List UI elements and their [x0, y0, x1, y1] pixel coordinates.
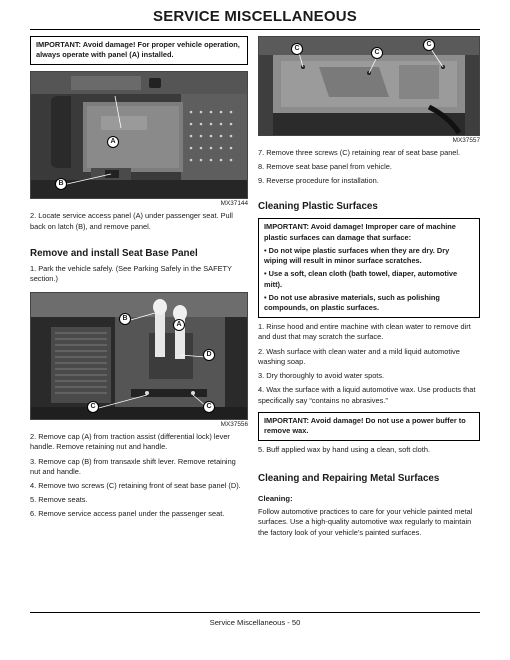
warning-text: IMPORTANT: Avoid damage! Do not use a power buffer to remove wax. — [264, 415, 466, 435]
callout-a: A — [107, 136, 119, 148]
subheading-cleaning: Cleaning: — [258, 494, 293, 504]
figure-code: MX37144 — [220, 200, 248, 208]
step-remove-cap-a: 2. Remove cap (A) from traction assist (differential lock) lever handle. Remove retaining nut and handle. — [30, 432, 230, 452]
callout-b: B — [119, 313, 131, 325]
warning-item-dry-wipe: • Do not wipe plastic surfaces when they are dry. Dry wiping will result in minor surface scratches. — [264, 245, 450, 266]
callout-c: C — [203, 401, 215, 413]
step-rinse: 1. Rinse hood and entire machine with clean water to remove dirt and dust that may scratch the surface. — [258, 322, 471, 342]
step-remove-cap-b: 3. Remove cap (B) from transaxle shift lever. Remove retaining nut and handle. — [30, 456, 236, 476]
step-buff: 5. Buff applied wax by hand using a clean, soft cloth. — [258, 445, 431, 455]
photo-seat-rear — [258, 36, 480, 136]
figure-code: MX37556 — [220, 421, 248, 429]
callout-c: C — [291, 43, 303, 55]
photo-access-panel — [30, 71, 248, 199]
left-column — [30, 36, 248, 520]
step-remove-seats: 5. Remove seats. — [30, 495, 88, 505]
heading-seat-base-panel: Remove and install Seat Base Panel — [30, 247, 198, 259]
right-column — [258, 36, 480, 538]
warning-text: IMPORTANT: Avoid damage! For proper vehicle operation, always operate with panel (A) installed. — [36, 40, 240, 60]
title-rule — [30, 29, 480, 30]
step-remove-panel: 8. Remove seat base panel from vehicle. — [258, 162, 392, 172]
figure-code: MX37557 — [452, 137, 480, 144]
callout-c: C — [423, 39, 435, 51]
warning-box-wax — [258, 412, 480, 441]
step-reverse: 9. Reverse procedure for installation. — [258, 176, 379, 186]
step-remove-rear-screws: 7. Remove three screws (C) retaining rear of seat base panel. — [258, 148, 461, 158]
metal-paragraph: Follow automotive practices to care for your vehicle painted metal surfaces. Use a high-quality automotive wax regularly to maintain the factory look of your vehicle’s painted surfaces. — [258, 507, 473, 537]
page-title: SERVICE MISCELLANEOUS — [153, 8, 357, 25]
callout-c: C — [371, 47, 383, 59]
step-wax: 4. Wax the surface with a liquid automotive wax. Use products that specifically say “contains no abrasives.” — [258, 385, 476, 405]
page-footer: Service Miscellaneous - 50 — [209, 618, 301, 627]
step-wash: 2. Wash surface with clean water and a mild liquid automotive washing soap. — [258, 346, 460, 366]
callout-a: A — [173, 319, 185, 331]
warning-item-abrasives: • Do not use abrasive materials, such as polishing compounds, on plastic surfaces. — [264, 292, 440, 312]
heading-cleaning-metal: Cleaning and Repairing Metal Surfaces — [258, 473, 440, 485]
warning-box-plastic — [258, 218, 480, 318]
step-locate-panel: 2. Locate service access panel (A) under passenger seat. Pull back on latch (B), and remove panel. — [30, 211, 233, 231]
callout-d: D — [203, 349, 215, 361]
warning-item-soft-cloth: • Use a soft, clean cloth (bath towel, diaper, automotive mitt). — [264, 269, 458, 289]
warning-box-panel — [30, 36, 248, 65]
step-remove-access-panel: 6. Remove service access panel under the passenger seat. — [30, 509, 225, 519]
step-park-vehicle: 1. Park the vehicle safely. (See Parking Safely in the SAFETY section.) — [30, 263, 232, 283]
step-dry: 3. Dry thoroughly to avoid water spots. — [258, 371, 385, 381]
photo-seat-base — [30, 292, 248, 420]
heading-cleaning-plastic: Cleaning Plastic Surfaces — [258, 200, 378, 212]
callout-b: B — [55, 178, 67, 190]
callout-c: C — [87, 401, 99, 413]
warning-lead: IMPORTANT: Avoid damage! Improper care of machine plastic surfaces can damage that surface: — [264, 222, 456, 242]
footer-rule — [30, 612, 480, 613]
step-remove-screws: 4. Remove two screws (C) retaining front of seat base panel (D). — [30, 481, 241, 491]
